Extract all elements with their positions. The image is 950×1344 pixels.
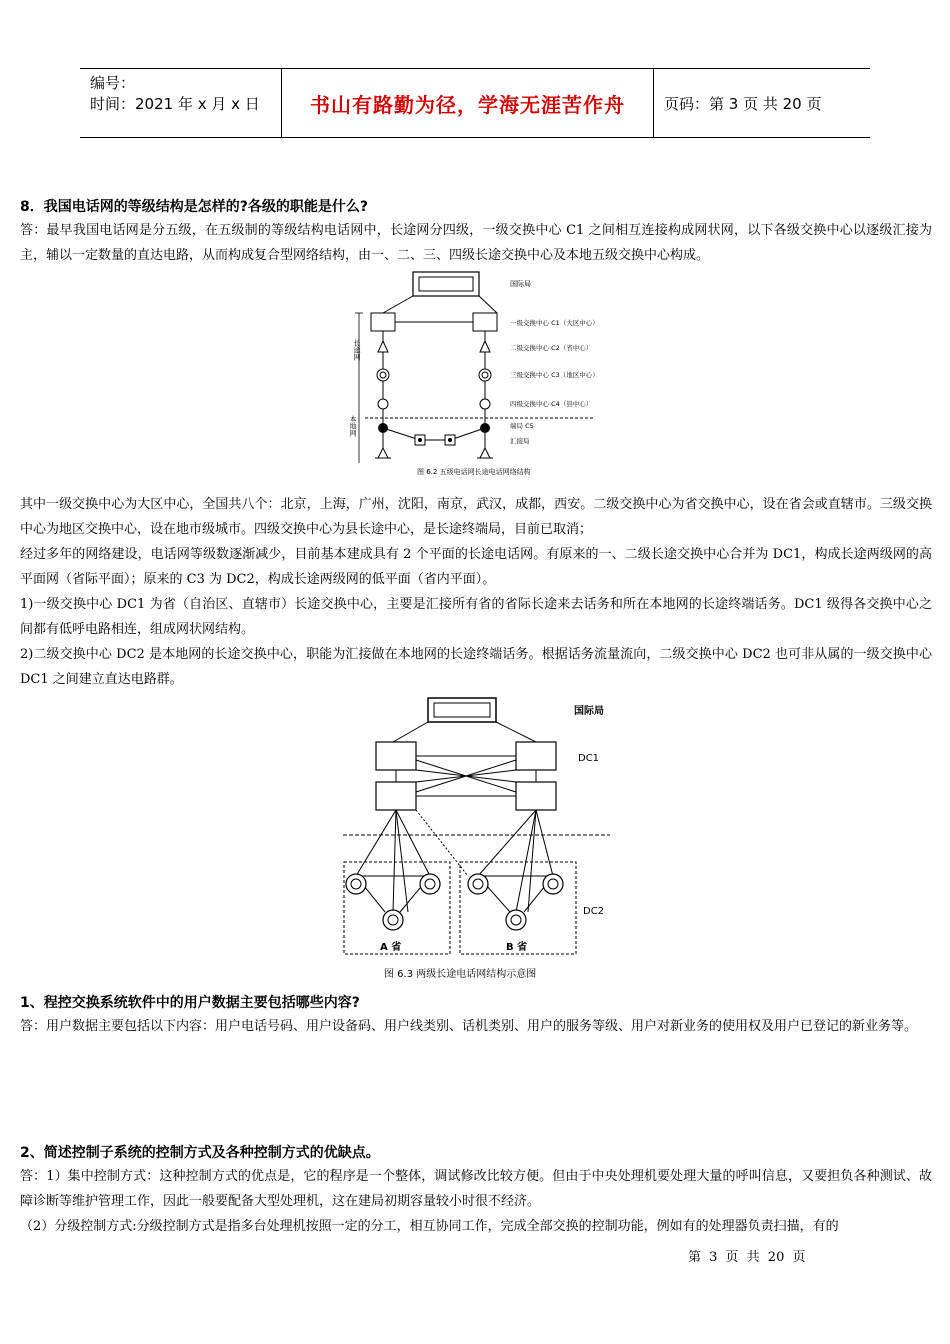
fig62-left-bottom: 本地网 [349,415,357,437]
fig62-label-2: 二级交换中心 C2（省中心） [510,344,593,352]
q8-paragraph-5: 2)二级交换中心 DC2 是本地网的长途交换中心，职能为汇接做在本地网的长途终端话务。根据话务流量流向，二级交换中心 DC2 也可非从属的一级交换中心 DC1 之间建立直达电路群。 [20,647,932,687]
fig63-dc2: DC2 [583,906,605,917]
q2-title: 2、简述控制子系统的控制方式及各种控制方式的优缺点。 [20,1145,380,1161]
fig63-caption: 图 6.3 两级长途电话网结构示意图 [384,969,537,980]
fig62-label-0: 国际局 [510,280,531,288]
number-label: 编号： [90,74,136,92]
fig62-caption: 图 6.2 五级电话网长途电话网络结构 [417,468,531,476]
date-label: 时间：2021 年 x 月 x 日 [90,95,260,113]
fig63-prov-b: B 省 [506,942,528,953]
figure-6-2 [345,268,610,483]
q1-title: 1、程控交换系统软件中的用户数据主要包括哪些内容? [20,995,360,1011]
fig63-dc1: DC1 [578,753,600,764]
fig63-intl: 国际局 [574,706,604,717]
q8-paragraph-4: 1)一级交换中心 DC1 为省（自治区、直辖市）长途交换中心，主要是汇接所有省的省际长途来去话务和所在本地网的长途终端话务。DC1 级得各交换中心之间都有低呼电路相连，组成网状网结构。 [20,597,932,637]
motto: 书山有路勤为径，学海无涯苦作舟 [282,69,654,137]
fig62-left-top: 长途网 [353,339,361,361]
page-header [80,68,870,138]
q8-title: 8．我国电话网的等级结构是怎样的?各级的职能是什么? [20,199,368,215]
fig63-prov-a: A 省 [380,942,402,953]
q8-paragraph-2: 其中一级交换中心为大区中心，全国共八个：北京，上海，广州，沈阳，南京，武汉，成都，西安。二级交换中心为省交换中心，设在省会或直辖市。三级交换中心为地区交换中心，设在地市级城市。四级交换中心为县长途中心，是长途终端局，目前已取消； [20,497,932,537]
q2-paragraph-2: （2）分级控制方式:分级控制方式是指多台处理机按照一定的分工，相互协同工作，完成全部交换的控制功能，例如有的处理器负责扫描，有的 [20,1219,839,1234]
header-left [80,69,282,137]
fig62-label-6: 汇接局 [510,437,530,445]
page-label: 页码：第 3 页 共 20 页 [664,94,822,113]
q2-paragraph-1: 答：1）集中控制方式：这种控制方式的优点是，它的程序是一个整体，调试修改比较方便。但由于中央处理机要处理大量的呼叫信息，又要担负各种测试、故障诊断等维护管理工作，因此一般要配备大型处理机，这在建局初期容量较小时很不经济。 [20,1169,932,1209]
fig62-label-5: 端局 C5 [510,422,534,430]
fig62-label-4: 四级交换中心 C4（县中心） [510,400,593,408]
q1-answer: 答：用户数据主要包括以下内容：用户电话号码、用户设备码、用户线类别、话机类别、用户的服务等级、用户对新业务的使用权及用户已登记的新业务等。 [20,1019,918,1034]
fig62-label-3: 三级交换中心 C3（地区中心） [510,371,599,379]
q8-answer: 答：最早我国电话网是分五级，在五级制的等级结构电话网中，长途网分四级，一级交换中心 C1 之间相互连接构成网状网，以下各级交换中心以逐级汇接为主，辅以一定数量的直达电路，从而构成复合型网络结构，由一、二、三、四级长途交换中心及本地五级交换中心构成。 [20,223,932,263]
q8-paragraph-3: 经过多年的网络建设，电话网等级数逐渐减少，目前基本建成具有 2 个平面的长途电话网。有原来的一、二级长途交换中心合并为 DC1，构成长途两级网的高平面网（省际平面）；原来的 C3 为 DC2，构成长途两级网的低平面（省内平面）。 [20,547,932,587]
fig62-label-1: 一级交换中心 C1（大区中心） [510,319,599,327]
figure-6-3 [338,690,618,985]
page-footer: 第 3 页 共 20 页 [688,1250,806,1265]
